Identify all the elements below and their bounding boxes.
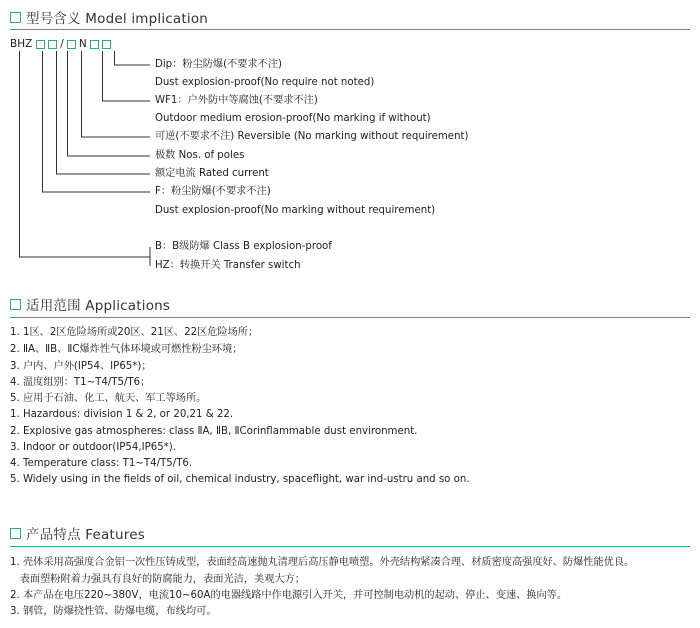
model-desc-wf1-en: Outdoor medium erosion-proof(No marking if without) [155,113,431,124]
model-desc-f-en: Dust explosion-proof(No marking without requirement) [155,205,436,216]
applications-line: 4. 温度组别：T1~T4/T5/T6； [10,377,151,388]
applications-section-title: 适用范围 Applications [26,298,171,314]
features-section-header [10,523,145,543]
model-desc-dip-en: Dust explosion-proof(No require not noted) [155,77,375,88]
square-bullet-icon [10,528,21,539]
features-line: 2. 本产品在电压220~380V，电流10~60A的电器线路中作电源引入开关，并可控制电动机的起动、停止、变速、换向等。 [10,590,568,601]
applications-section-divider [10,317,690,318]
applications-line: 3. 户内、户外(IP54、IP65*)； [10,361,152,372]
model-code-slash: / [60,38,64,50]
applications-line: 5. 应用于石油、化工、航天、军工等场所。 [10,393,207,404]
model-code-prefix: BHZ [10,38,33,50]
model-desc-poles: 极数 Nos. of poles [155,150,245,161]
applications-line: 1. 1区、2区危险场所或20区、21区、22区危险场所； [10,327,259,338]
model-desc-wf1: WF1：户外防中等腐蚀(不要求不注) [155,95,318,106]
applications-line: 1. Hazardous: division 1 & 2, or 20,21 & 22. [10,409,234,420]
applications-line: 4. Temperature class: T1~T4/T5/T6. [10,458,193,469]
model-section-title: 型号含义 Model implication [26,11,209,27]
applications-line: 3. Indoor or outdoor(IP54,IP65*). [10,442,176,453]
model-desc-hz: HZ：转换开关 Transfer switch [155,260,301,271]
model-desc-current: 额定电流 Rated current [155,168,269,179]
features-section-divider [10,546,690,547]
applications-line: 2. Explosive gas atmospheres: class ⅡA, ⅡB, ⅡCorinflammable dust environment. [10,426,418,437]
applications-line: 2. ⅡA、ⅡB、ⅡC爆炸性气体环境或可燃性粉尘环境； [10,344,243,355]
model-desc-class-b: B：B级防爆 Class B explosion-proof [155,241,332,252]
model-desc-dip: Dip：粉尘防爆(不要求不注) [155,59,282,70]
model-desc-f: F：粉尘防爆(不要求不注) [155,186,271,197]
model-code-letter: N [78,38,87,50]
applications-section-header [10,294,170,314]
features-line: 表面塑粉附着力强具有良好的防腐能力，表面光洁，美观大方； [10,574,305,585]
model-desc-reversible: 可逆(不要求不注) Reversible (No marking without requirement) [155,131,469,142]
square-bullet-icon [10,299,21,310]
applications-line: 5. Widely using in the fields of oil, chemical industry, spaceflight, war ind-ustru and so on. [10,474,470,485]
features-line: 1. 壳体采用高强度合金铝一次性压铸成型，表面经高速抛丸清理后高压静电喷塑。外壳结构紧凑合理、材质密度高强度好、防爆性能优良。 [10,557,635,568]
features-line: 3. 钢管，防爆挠性管、防爆电缆，布线均可。 [10,606,217,617]
features-section-title: 产品特点 Features [26,527,145,543]
